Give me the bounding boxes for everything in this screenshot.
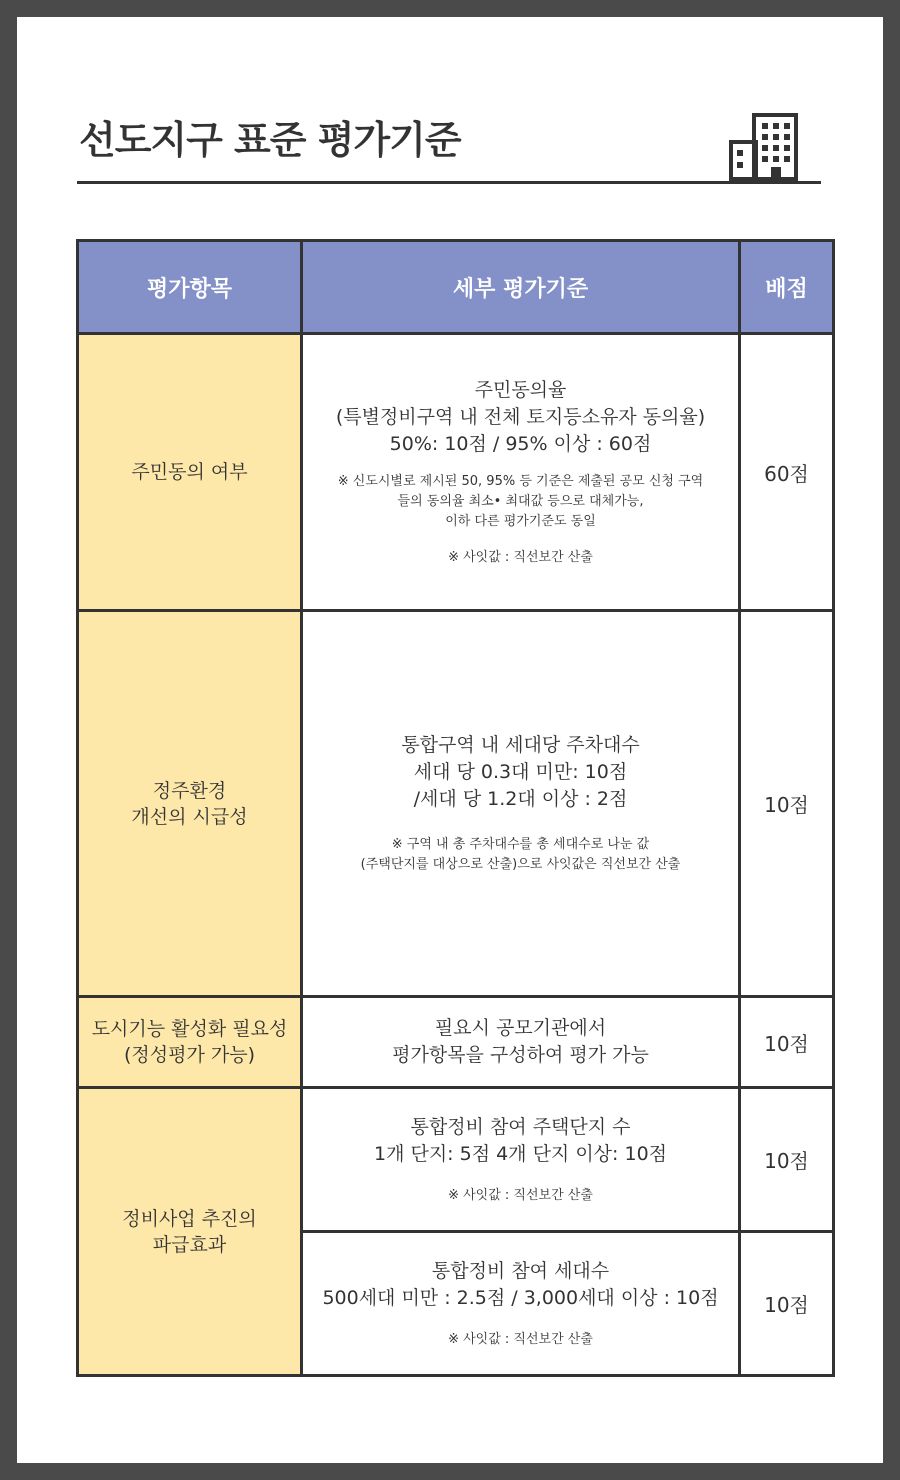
item-cell: 도시기능 활성화 필요성 (정성평가 가능): [78, 997, 302, 1088]
item-cell: 정비사업 추진의 파급효과: [78, 1088, 302, 1376]
table-row: [78, 997, 834, 1088]
header-score: 배점: [740, 241, 834, 334]
building-icon: [728, 112, 800, 182]
detail-text: 주민동의율 (특별정비구역 내 전체 토지등소유자 동의율) 50%: 10점 / 95% 이상 : 60점: [335, 378, 706, 455]
detail-cell: [302, 611, 740, 997]
detail-cell: [302, 997, 740, 1088]
detail-note: ※ 사잇값 : 직선보간 산출: [448, 549, 593, 565]
item-cell: 주민동의 여부: [78, 334, 302, 611]
header-item: 평가항목: [78, 241, 302, 334]
detail-note: ※ 구역 내 총 주차대수를 총 세대수로 나눈 값 (주택단지를 대상으로 산출)으로 사잇값은 직선보간 산출: [360, 837, 681, 872]
score-cell: 10점: [740, 611, 834, 997]
item-cell: 정주환경 개선의 시급성: [78, 611, 302, 997]
title-underline: [77, 181, 821, 184]
score-cell: 10점: [740, 1232, 834, 1376]
table-row: [78, 611, 834, 997]
detail-note: ※ 사잇값 : 직선보간 산출: [448, 1331, 593, 1347]
table-header-row: [78, 241, 834, 334]
page-title: 선도지구 표준 평가기준: [79, 118, 461, 162]
detail-text: 통합정비 참여 세대수 500세대 미만 : 2.5점 / 3,000세대 이상 : 10점: [322, 1259, 719, 1309]
score-cell: 60점: [740, 334, 834, 611]
detail-cell: [302, 1088, 740, 1232]
evaluation-criteria-table: [76, 239, 835, 1377]
score-cell: 10점: [740, 997, 834, 1088]
detail-text: 필요시 공모기관에서 평가항목을 구성하여 평가 가능: [392, 1017, 649, 1066]
detail-note: ※ 신도시별로 제시된 50, 95% 등 기준은 제출된 공모 신청 구역 들의 동의율 최소• 최대값 등으로 대체가능, 이하 다른 평가기준도 동일: [337, 473, 704, 529]
header-detail: 세부 평가기준: [302, 241, 740, 334]
document-card: [17, 17, 883, 1463]
detail-cell: [302, 334, 740, 611]
score-cell: 10점: [740, 1088, 834, 1232]
detail-text: 통합정비 참여 주택단지 수 1개 단지: 5점 4개 단지 이상: 10점: [373, 1115, 668, 1165]
detail-text: 통합구역 내 세대당 주차대수 세대 당 0.3대 미만: 10점 /세대 당 1.2대 이상 : 2점: [401, 734, 640, 810]
table-row: [78, 1088, 834, 1232]
detail-cell: [302, 1232, 740, 1376]
detail-note: ※ 사잇값 : 직선보간 산출: [448, 1187, 593, 1203]
table-row: [78, 334, 834, 611]
